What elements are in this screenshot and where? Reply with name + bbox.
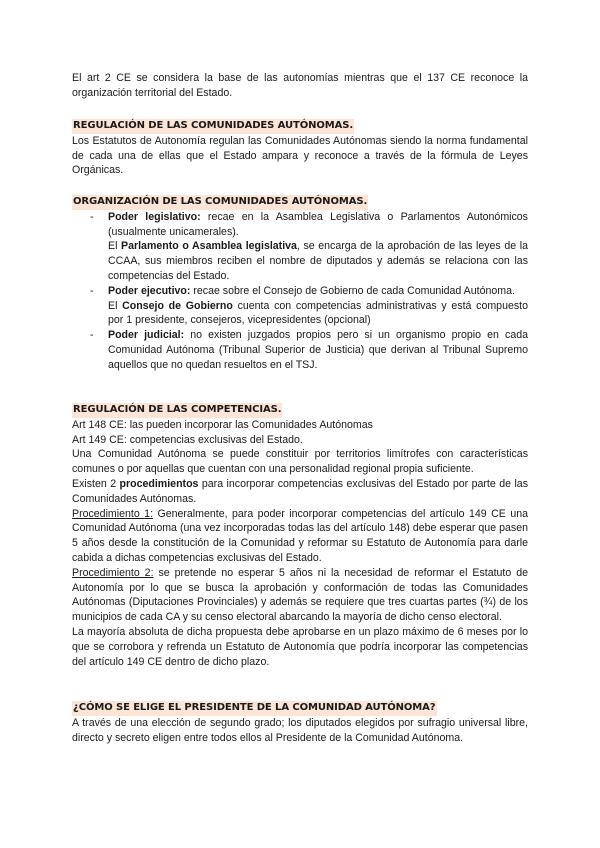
list-dash: -	[90, 210, 94, 223]
item-label: Poder judicial:	[108, 329, 185, 342]
section-paragraph: A través de una elección de segundo grado; los diputados elegidos por sufragio universal libre, directo y secreto eligen entre todos ellos al Presidente de la Comunidad Autónoma.	[72, 716, 528, 744]
procedimiento-2-paragraph	[72, 566, 528, 625]
final-paragraph: La mayoría absoluta de dicha propuesta debe aprobarse en un plazo máximo de 6 meses por lo que se corrobora y refrenda un Estatuto de Autonomía que podría incorporar las competencias del artículo 149 CE dentro de dicho plazo.	[72, 625, 528, 668]
section-heading: ORGANIZACIÓN DE LAS COMUNIDADES AUTÓNOMAS.	[72, 195, 368, 210]
list-item-poder-judicial	[72, 328, 528, 372]
item-text: no existen juzgados propios pero si un organismo propio en cada Comunidad Autónoma (Tribunal Superior de Justicia) que derivan al Tribunal Supremo aquellos que no quedan resueltos en el TSJ.	[108, 329, 528, 371]
list-item-poder-ejecutivo	[72, 284, 528, 328]
sub-bold: Consejo de Gobierno	[122, 299, 233, 312]
item-label: Poder legislativo:	[108, 210, 201, 223]
list-dash: -	[90, 284, 94, 297]
item-text: recae en la Asamblea Legislativa o Parlamentos Autonómicos (usualmente unicamerales).	[108, 210, 528, 238]
section-heading: REGULACIÓN DE LAS COMPETENCIAS.	[72, 403, 282, 418]
section-regulacion-competencias	[72, 402, 528, 669]
intro-block	[72, 71, 528, 101]
section-paragraph: Los Estatutos de Autonomía regulan las Comunidades Autónomas siendo la norma fundamental de cada una de ellas que el Estado ampara y reconoce a través de la fórmula de Leyes Orgánicas.	[72, 134, 528, 177]
item-text: recae sobre el Consejo de Gobierno de cada Comunidad Autónoma.	[190, 284, 515, 297]
section-heading: REGULACIÓN DE LAS COMUNIDADES AUTÓNOMAS.	[72, 119, 354, 134]
text: para incorporar competencias exclusivas del Estado por parte de las Comunidades Autónomas.	[72, 477, 528, 505]
sub-text: cuenta con competencias administrativas y está compuesto por 1 presidente, consejeros, vicepresidentes (opcional)	[108, 299, 528, 327]
list-item-poder-legislativo	[72, 210, 528, 284]
section-eleccion-presidente	[72, 700, 528, 745]
intro-paragraph: El art 2 CE se considera la base de las autonomías mientras que el 137 CE reconoce la organización territorial del Estado.	[72, 72, 528, 99]
procedimiento-2-label: Procedimiento 2:	[72, 566, 154, 579]
section-heading: ¿CÓMO SE ELIGE EL PRESIDENTE DE LA COMUNIDAD AUTÓNOMA?	[72, 701, 437, 716]
art148-line: Art 148 CE: las pueden incorporar las Comunidades Autónomas	[72, 418, 373, 431]
procedimientos-paragraph	[72, 477, 528, 507]
list-dash: -	[90, 329, 94, 342]
text: Generalmente, para poder incorporar competencias del artículo 149 CE una Comunidad Autónoma (una vez incorporadas todas las del artículo 148) debe esperar que pasen 5 años desde la constitución de la Comunidad y reformar su Estatuto de Autonomía para darle cabida a dichas competencias exclusivas del Estado.	[72, 507, 528, 564]
procedimiento-1-paragraph	[72, 507, 528, 566]
procedimiento-1-label: Procedimiento 1:	[72, 507, 154, 520]
sub-text: El	[108, 240, 122, 253]
sub-bold: Parlamento o Asamblea legislativa	[121, 240, 297, 253]
sub-text: El	[108, 299, 123, 312]
item-label: Poder ejecutivo:	[108, 284, 191, 297]
text: Existen 2	[72, 477, 120, 490]
section-regulacion-ccaa	[72, 118, 528, 178]
section-paragraph: Una Comunidad Autónoma se puede constituir por territorios limítrofes con características comunes o por aquellas que cuentan con una personalidad regional propia suficiente.	[72, 448, 528, 476]
bold-term: procedimientos	[119, 477, 199, 490]
section-organizacion-ccaa	[72, 194, 528, 373]
art149-line: Art 149 CE: competencias exclusivas del Estado.	[72, 433, 303, 446]
sub-text: , se encarga de la aprobación de las leyes de la CCAA, sus miembros reciben el nombre de diputados y además se relaciona con las competencias del Estado.	[108, 240, 528, 282]
text: se pretende no esperar 5 años ni la necesidad de reformar el Estatuto de Autonomía por lo que se busca la aprobación y conformación de todas las Comunidades Autónomas (Diputaciones Provinciales) y además se requiere que tres cuartas partes (¾) de los municipios de cada CA y su censo electoral abarcando la mayoría de dicho censo electoral.	[72, 566, 528, 624]
powers-list	[72, 210, 528, 373]
